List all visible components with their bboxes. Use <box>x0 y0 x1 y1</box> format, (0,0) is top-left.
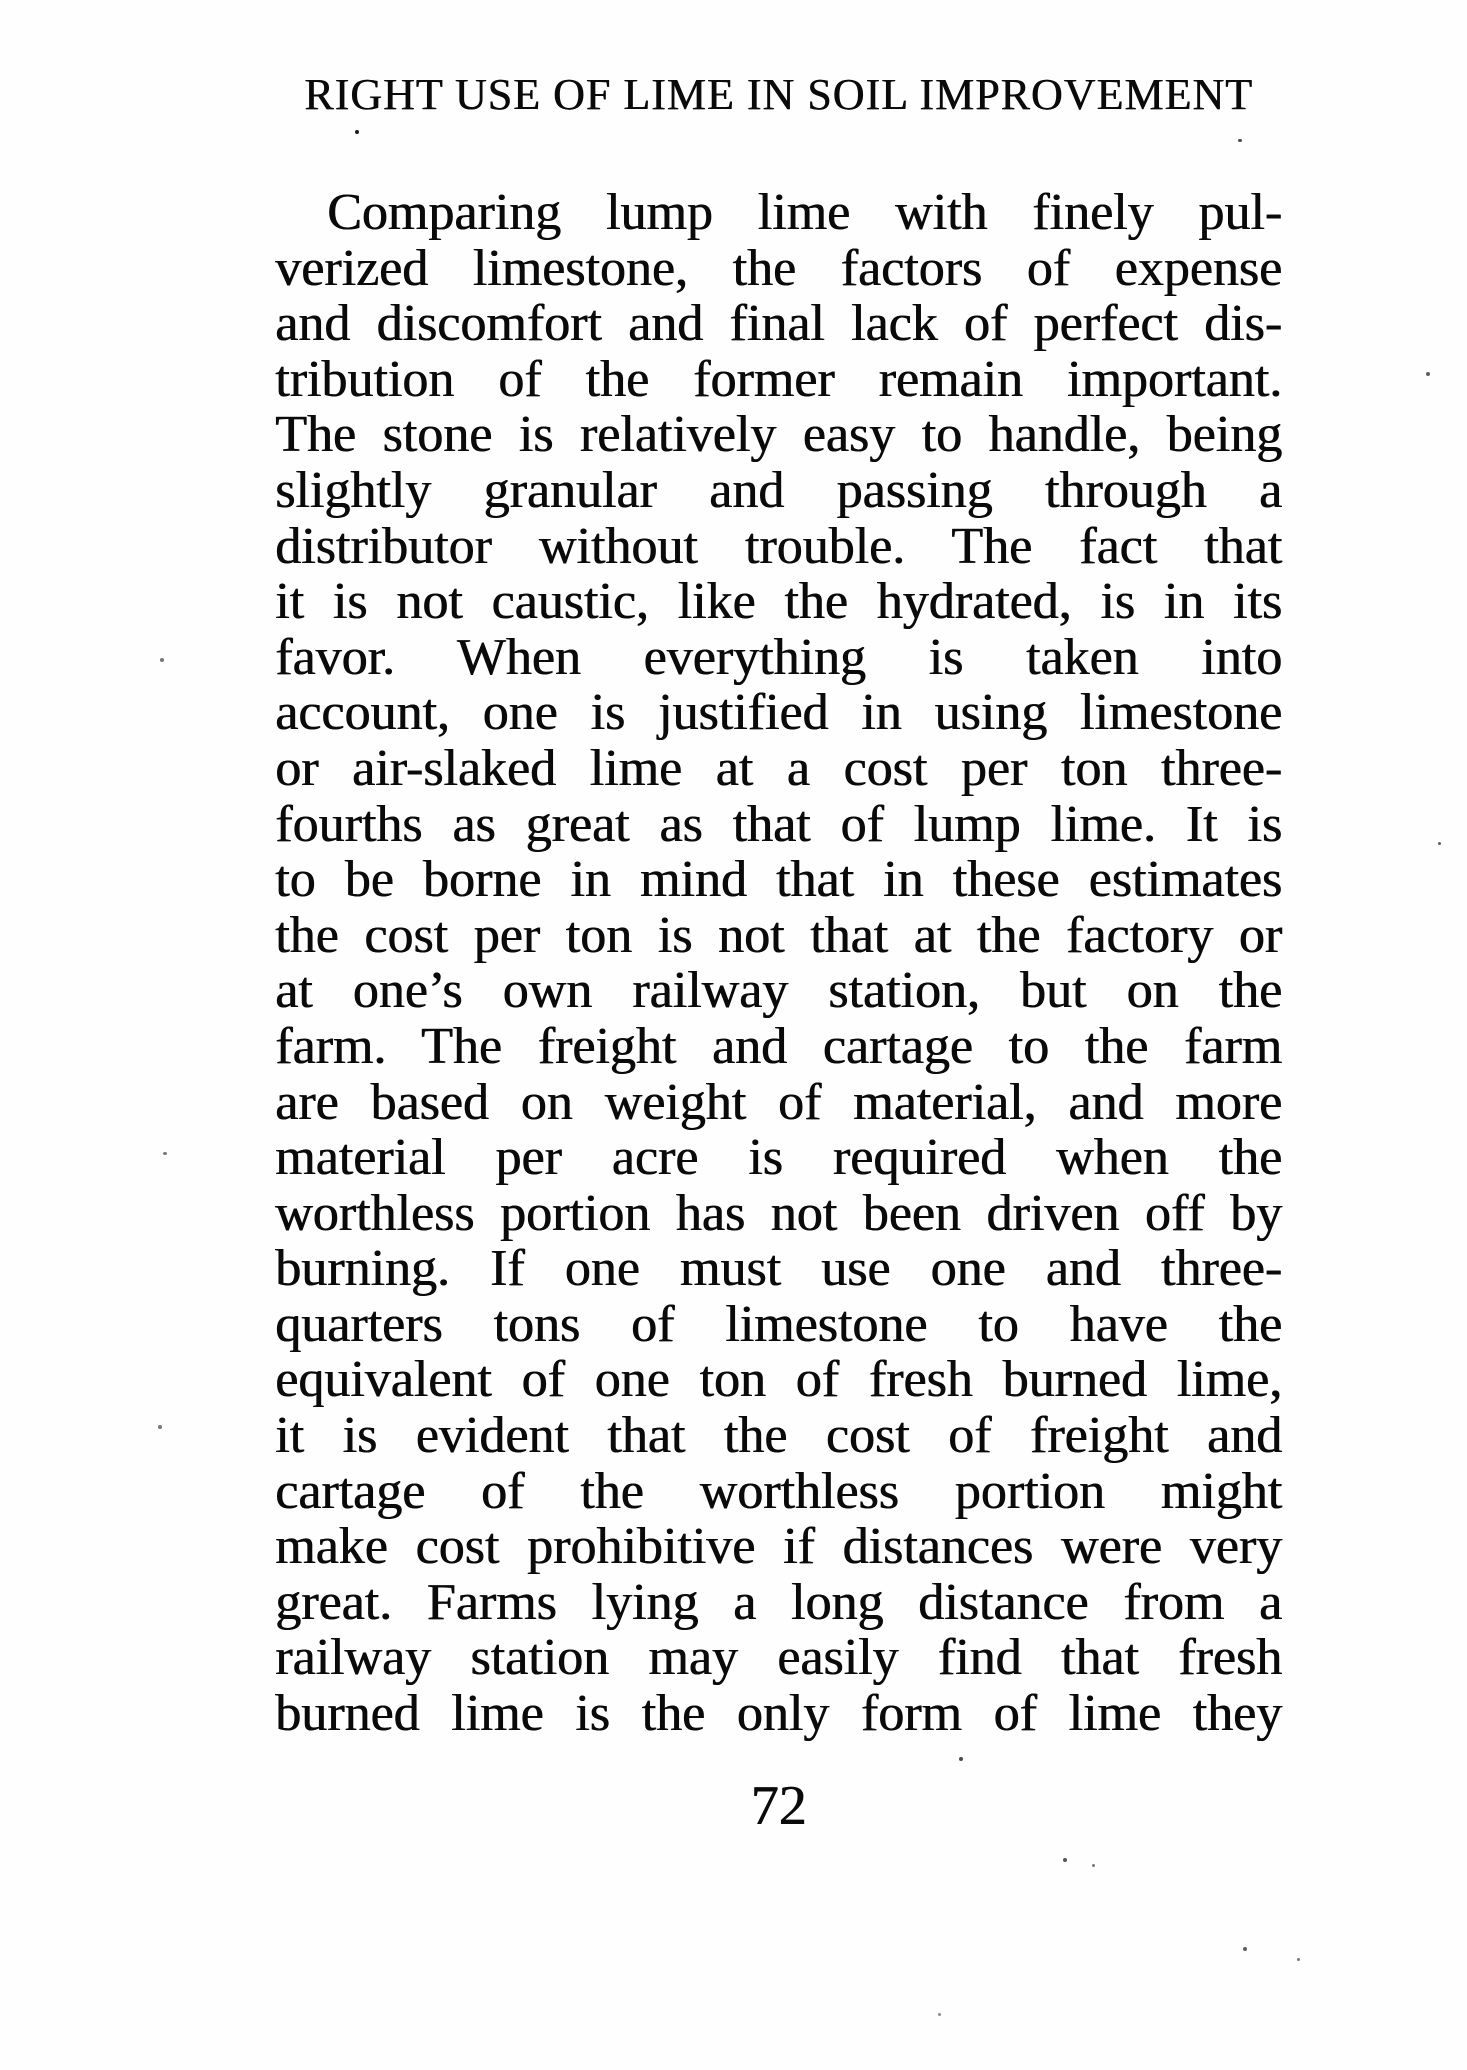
text-line: equivalent of one ton of fresh burned lime, <box>275 1351 1282 1409</box>
text-line: it is evident that the cost of freight and <box>275 1407 1282 1465</box>
scan-speck <box>163 1152 167 1155</box>
text-line: and discomfort and final lack of perfect dis- <box>275 295 1282 353</box>
scan-speck <box>1426 372 1430 376</box>
scan-speck <box>938 2013 941 2016</box>
text-line: it is not caustic, like the hydrated, is in its <box>275 573 1282 631</box>
scan-speck <box>1297 1958 1300 1961</box>
text-line: great. Farms lying a long distance from a <box>275 1573 1282 1631</box>
text-line: or air-slaked lime at a cost per ton three- <box>275 739 1282 797</box>
text-line: farm. The freight and cartage to the farm <box>275 1017 1282 1075</box>
text-line: are based on weight of material, and more <box>275 1073 1282 1131</box>
text-line: make cost prohibitive if distances were very <box>275 1518 1282 1576</box>
text-line: favor. When everything is taken into <box>275 628 1282 686</box>
text-line: Comparing lump lime with finely pul- <box>327 184 1282 241</box>
text-line: the cost per ton is not that at the factory or <box>275 906 1282 964</box>
scan-speck <box>1063 1858 1067 1862</box>
text-line: to be borne in mind that in these estimates <box>275 851 1282 909</box>
text-line: fourths as great as that of lump lime. It is <box>275 795 1282 853</box>
scan-speck <box>1238 139 1242 142</box>
text-line: verized limestone, the factors of expense <box>275 239 1282 297</box>
text-line: railway station may easily find that fresh <box>275 1629 1282 1687</box>
page-number: 72 <box>750 1775 807 1837</box>
text-line: worthless portion has not been driven off by <box>275 1184 1282 1242</box>
scan-speck <box>959 1757 963 1761</box>
text-line: account, one is justified in using limestone <box>275 684 1282 742</box>
text-line: tribution of the former remain important. <box>275 350 1282 408</box>
scan-speck <box>1438 842 1441 845</box>
text-line: distributor without trouble. The fact that <box>275 517 1282 575</box>
text-line: cartage of the worthless portion might <box>275 1462 1282 1520</box>
text-line: at one’s own railway station, but on the <box>275 962 1282 1020</box>
scan-speck <box>160 658 164 662</box>
scan-speck <box>158 1425 162 1429</box>
scan-speck <box>1243 1947 1247 1951</box>
text-line: slightly granular and passing through a <box>275 461 1282 519</box>
running-header: RIGHT USE OF LIME IN SOIL IMPROVEMENT <box>304 70 1253 119</box>
body-paragraph <box>275 185 1282 1742</box>
text-line: The stone is relatively easy to handle, being <box>275 406 1282 464</box>
text-line: quarters tons of limestone to have the <box>275 1295 1282 1353</box>
text-line: material per acre is required when the <box>275 1129 1282 1187</box>
scan-speck <box>1092 1864 1095 1867</box>
scan-speck <box>355 130 359 134</box>
text-line: burning. If one must use one and three- <box>275 1240 1282 1298</box>
text-column <box>275 0 1282 2070</box>
text-line: burned lime is the only form of lime they <box>275 1685 1282 1743</box>
